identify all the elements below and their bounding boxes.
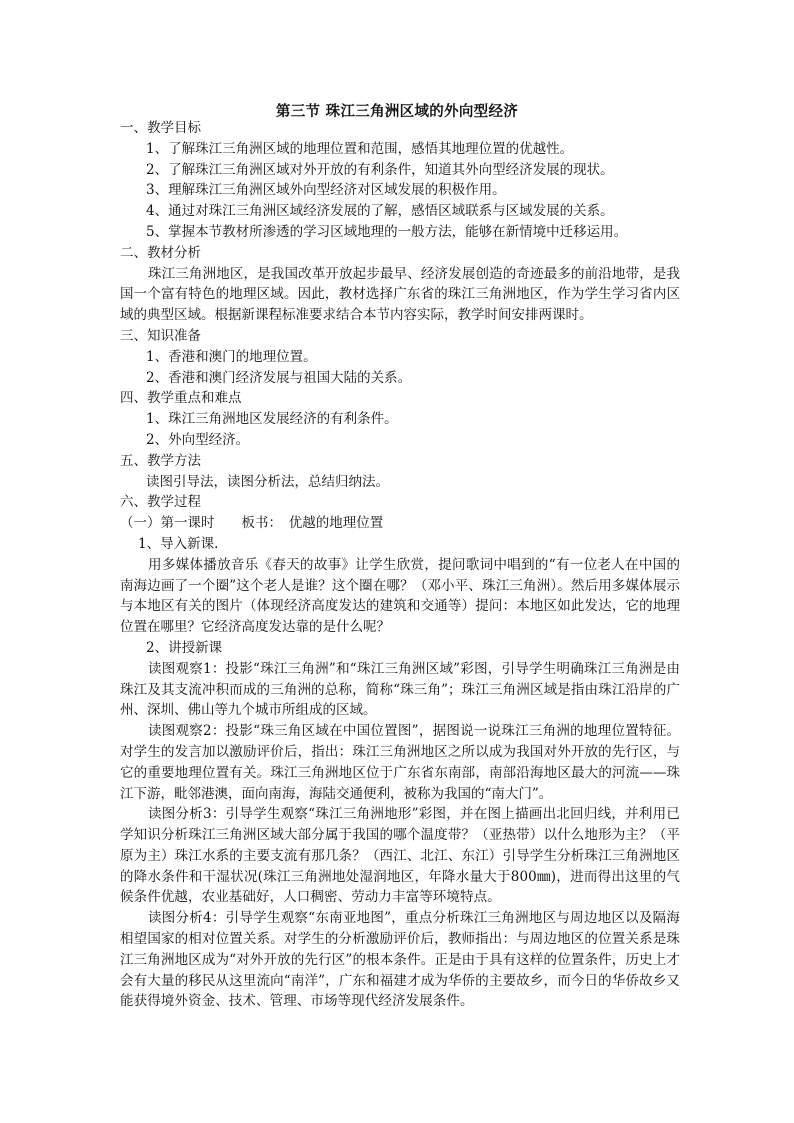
document-body: [120, 118, 680, 1012]
focus-item-1: 1、珠江三角洲地区发展经济的有利条件。: [146, 411, 398, 428]
section-heading-goals: 一、教学目标: [120, 120, 201, 136]
prep-item-2: 2、香港和澳门经济发展与祖国大陆的关系。: [146, 369, 412, 386]
section-heading-process: 六、教学过程: [120, 494, 201, 511]
goal-item-1: 1、了解珠江三角洲区域的地理位置和范围，感悟其地理位置的优越性。: [146, 140, 574, 157]
section-heading-analysis: 二、教材分析: [120, 244, 201, 261]
goal-item-3: 3、理解珠江三角洲区域外向型经济对区域发展的积极作用。: [146, 182, 506, 199]
analysis-3-paragraph: 读图分析3：引导学生观察“珠江三角洲地形”彩图，并在图上描画出北回归线，并利用已学知识分析珠江三角洲区域大部分属于我国的哪个温度带？（亚热带）以什么地形为主？（平原为主）珠江水系的主要支流有那几条？（西江、北江、东江）引导学生分析珠江三角洲地区的降水条件和干湿状况(珠江三角洲地处湿润地区，年降水量大于800㎜)，进而得出这里的气候条件优越，农业基础好，人口稠密、劳动力丰富等环境特点。: [120, 806, 680, 906]
observation-2-paragraph: 读图观察2：投影“珠三角区域在中国位置图”，据图说一说珠江三角洲的地理位置特征。对学生的发言加以激励评价后，指出：珠江三角洲地区之所以成为我国对外开放的先行区，与它的重要地理位置有关。珠江三角洲地区位于广东省东南部，南部沿海地区最大的河流——珠江下游，毗邻港澳，面向南海，海陆交通便利，被称为我国的“南大门”。: [120, 723, 680, 802]
goal-item-2: 2、了解珠江三角洲区域对外开放的有利条件，知道其外向型经济发展的现状。: [146, 161, 614, 178]
goal-item-4: 4、通过对珠江三角洲区域经济发展的了解，感悟区域联系与区域发展的关系。: [146, 203, 614, 220]
document-title: 第三节 珠江三角洲区域的外向型经济: [275, 103, 519, 120]
prep-item-1: 1、香港和澳门的地理位置。: [146, 348, 317, 365]
focus-item-2: 2、外向型经济。: [146, 431, 250, 448]
section-heading-prep: 三、知识准备: [120, 327, 201, 344]
step-intro-heading: 1、导入新课.: [138, 535, 219, 552]
methods-text: 读图引导法，读图分析法，总结归纳法。: [146, 473, 389, 490]
analysis-4-paragraph: 读图分析4：引导学生观察“东南亚地图”，重点分析珠江三角洲地区与周边地区以及隔海相望国家的相对位置关系。对学生的分析激励评价后，教师指出：与周边地区的位置关系是珠江三角洲地区成为“对外开放的先行区”的根本条件。正是由于具有这样的位置条件，历史上才会有大量的移民从这里流向“南洋”，广东和福建才成为华侨的主要故乡，而今日的华侨故乡又能获得境外资金、技术、管理、市场等现代经济发展条件。: [120, 910, 680, 1010]
step-teach-heading: 2、讲授新课: [146, 639, 223, 656]
goal-item-5: 5、掌握本节教材所渗透的学习区域地理的一般方法，能够在新情境中迁移运用。: [146, 223, 628, 240]
intro-paragraph: 用多媒体播放音乐《春天的故事》让学生欣赏，提问歌词中唱到的“有一位老人在中国的南海边画了一个圈”这个老人是谁？这个圈在哪？（邓小平、珠江三角洲）。然后用多媒体展示与本地区有关的图片（体现经济高度发达的建筑和交通等）提问：本地区如此发达，它的地理位置在哪里？它经济高度发达靠的是什么呢？: [120, 556, 680, 636]
section-heading-focus: 四、教学重点和难点: [120, 390, 242, 407]
analysis-paragraph: 珠江三角洲地区，是我国改革开放起步最早、经济发展创造的奇迹最多的前沿地带，是我国一个富有特色的地理区域。因此，教材选择广东省的珠江三角洲地区，作为学生学习省内区域的典型区域。根据新课程标准要求结合本节内容实际，教学时间安排两课时。: [120, 265, 680, 324]
observation-1-paragraph: 读图观察1：投影“珠江三角洲”和“珠江三角洲区域”彩图，引导学生明确珠江三角洲是由珠江及其支流冲积而成的三角洲的总称，简称“珠三角”；珠江三角洲区域是指由珠江沿岸的广州、深圳、佛山等九个城市所组成的区域。: [120, 660, 680, 719]
section-heading-methods: 五、教学方法: [120, 452, 201, 469]
lesson-one-heading: （一）第一课时 板书： 优越的地理位置: [120, 515, 384, 532]
